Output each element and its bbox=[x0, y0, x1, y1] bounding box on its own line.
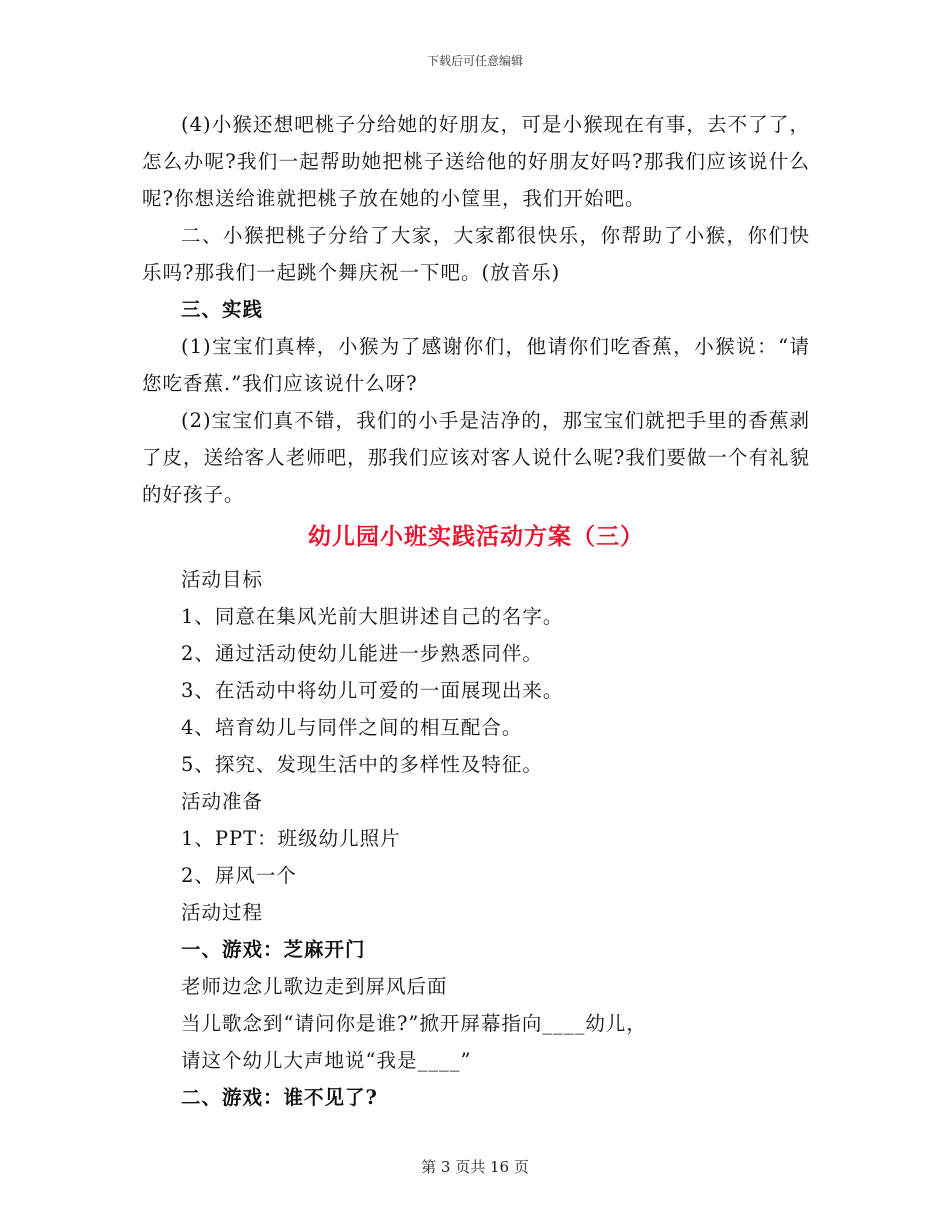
goal-item: 2、通过活动使幼儿能进一步熟悉同伴。 bbox=[181, 642, 543, 665]
game2-heading: 二、游戏：谁不见了? bbox=[181, 1086, 378, 1109]
section-title: 幼儿园小班实践活动方案（三） bbox=[308, 523, 644, 550]
game1-line: 当儿歌念到“请问你是谁?”掀开屏幕指向____幼儿， bbox=[181, 1012, 647, 1035]
goal-item: 3、在活动中将幼儿可爱的一面展现出来。 bbox=[181, 679, 564, 702]
prep-heading: 活动准备 bbox=[181, 790, 264, 813]
heading-practice: 三、实践 bbox=[181, 298, 264, 321]
prep-item: 1、PPT：班级幼儿照片 bbox=[181, 827, 401, 850]
goals-heading: 活动目标 bbox=[181, 568, 264, 591]
paragraph-step-4: (4)小猴还想吧桃子分给她的好朋友，可是小猴现在有事，去不了了，怎么办呢?我们一起帮助她把桃子送给他的好朋友好吗?那我们应该说什么呢?你想送给谁就把桃子放在她的小筐里，我们开始吧。 bbox=[142, 113, 810, 210]
paragraph-practice-2: (2)宝宝们真不错，我们的小手是洁净的，那宝宝们就把手里的香蕉剥了皮，送给客人老师吧，那我们应该对客人说什么呢?我们要做一个有礼貌的好孩子。 bbox=[142, 409, 810, 506]
goal-item: 4、培育幼儿与同伴之间的相互配合。 bbox=[181, 716, 523, 739]
page-footer: 第 3 页共 16 页 bbox=[421, 1158, 529, 1176]
paragraph-section-2: 二、小猴把桃子分给了大家，大家都很快乐，你帮助了小猴，你们快乐吗?那我们一起跳个舞庆祝一下吧。(放音乐) bbox=[142, 224, 810, 284]
process-heading: 活动过程 bbox=[181, 901, 264, 924]
goal-item: 5、探究、发现生活中的多样性及特征。 bbox=[181, 753, 543, 776]
goal-item: 1、同意在集风光前大胆讲述自己的名字。 bbox=[181, 605, 564, 628]
paragraph-practice-1: (1)宝宝们真棒，小猴为了感谢你们，他请你们吃香蕉，小猴说：“请您吃香蕉.”我们应该说什么呀? bbox=[142, 335, 810, 395]
page-header: 下载后可任意编辑 bbox=[426, 54, 523, 68]
game1-line: 老师边念儿歌边走到屏风后面 bbox=[181, 975, 448, 998]
document-body bbox=[142, 106, 810, 1116]
prep-item: 2、屏风一个 bbox=[181, 864, 297, 887]
game1-heading: 一、游戏：芝麻开门 bbox=[181, 938, 366, 961]
game1-line: 请这个幼儿大声地说“我是____” bbox=[181, 1049, 472, 1072]
